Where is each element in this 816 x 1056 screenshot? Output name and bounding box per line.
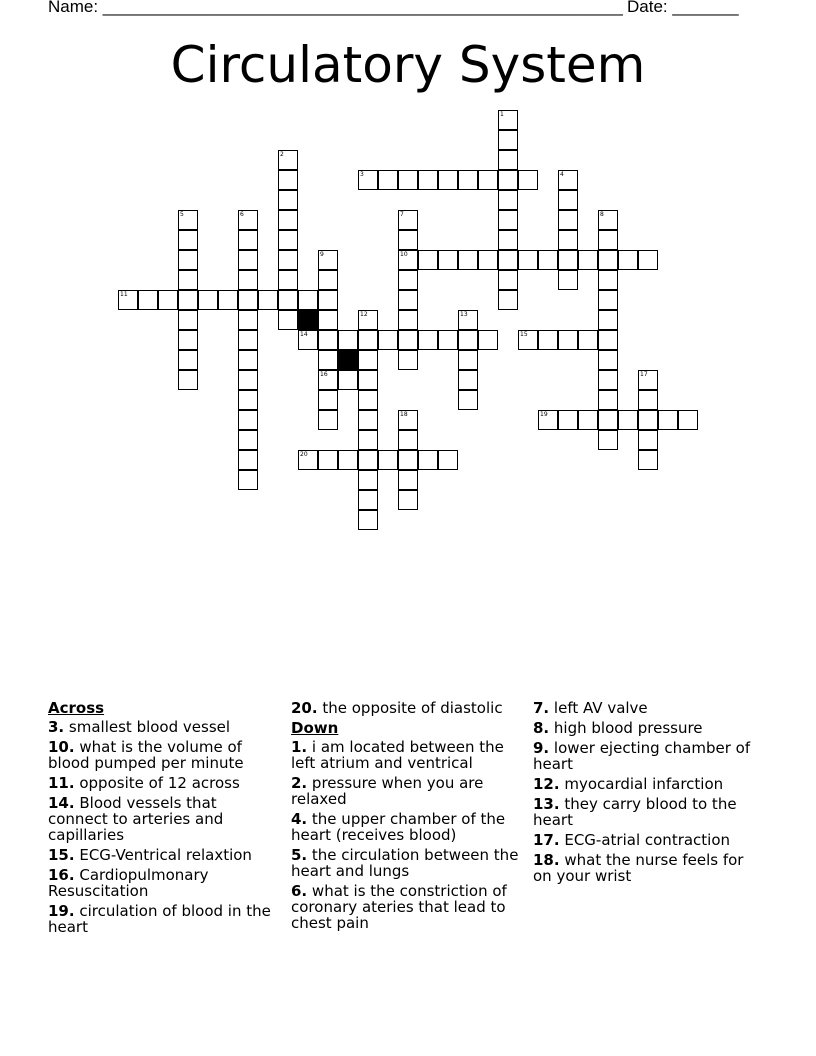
crossword-cell[interactable]	[358, 490, 378, 510]
crossword-cell[interactable]	[498, 210, 518, 230]
clue-down-1: 1. i am located between the left atrium and ventrical	[291, 738, 504, 772]
down-heading: Down	[291, 719, 339, 737]
crossword-cell[interactable]	[458, 330, 478, 350]
crossword-cell[interactable]	[238, 430, 258, 450]
crossword-cell[interactable]	[618, 250, 638, 270]
clue-number-17: 17	[640, 371, 648, 378]
crossword-cell[interactable]	[478, 250, 498, 270]
crossword-cell[interactable]	[558, 270, 578, 290]
clue-down-17: 17. ECG-atrial contraction	[533, 831, 731, 849]
crossword-cell[interactable]	[158, 290, 178, 310]
clue-across-10: 10. what is the volume of blood pumped per minute	[48, 738, 244, 772]
crossword-cell[interactable]	[638, 410, 658, 430]
clue-number-14: 14	[300, 331, 308, 338]
crossword-cell[interactable]	[438, 170, 458, 190]
crossword-cell[interactable]	[638, 450, 658, 470]
crossword-cell[interactable]	[398, 350, 418, 370]
crossword-cell[interactable]	[378, 330, 398, 350]
crossword-cell[interactable]	[238, 350, 258, 370]
crossword-cell[interactable]	[318, 290, 338, 310]
clue-number-3: 3	[360, 171, 364, 178]
crossword-cell[interactable]	[598, 370, 618, 390]
clue-down-2: 2. pressure when you are relaxed	[291, 774, 484, 808]
crossword-cell[interactable]	[578, 250, 598, 270]
crossword-cell[interactable]	[178, 370, 198, 390]
clue-down-7: 7. left AV valve	[533, 699, 648, 717]
crossword-cell[interactable]	[358, 410, 378, 430]
crossword-cell[interactable]	[278, 210, 298, 230]
clue-down-6: 6. what is the constriction of coronary ateries that lead to chest pain	[291, 882, 507, 932]
crossword-cell[interactable]	[498, 130, 518, 150]
clue-number-20: 20	[300, 451, 308, 458]
clue-down-8: 8. high blood pressure	[533, 719, 703, 737]
crossword-cell[interactable]	[458, 170, 478, 190]
crossword-cell[interactable]	[498, 290, 518, 310]
clue-number-7: 7	[400, 211, 404, 218]
crossword-cell[interactable]	[498, 230, 518, 250]
crossword-cell[interactable]	[318, 410, 338, 430]
clue-number-16: 16	[320, 371, 328, 378]
crossword-cell[interactable]	[138, 290, 158, 310]
clue-number-1: 1	[500, 111, 504, 118]
crossword-cell[interactable]	[358, 370, 378, 390]
crossword-cell[interactable]	[518, 170, 538, 190]
crossword-cell[interactable]	[338, 450, 358, 470]
crossword-cell[interactable]	[598, 410, 618, 430]
clue-number-19: 19	[540, 411, 548, 418]
crossword-cell[interactable]	[598, 330, 618, 350]
clue-across-20: 20. the opposite of diastolic	[291, 699, 503, 717]
crossword-cell[interactable]	[558, 210, 578, 230]
crossword-cell[interactable]	[238, 370, 258, 390]
crossword-cell[interactable]	[618, 410, 638, 430]
crossword-cell[interactable]	[378, 170, 398, 190]
clue-number-18: 18	[400, 411, 408, 418]
crossword-cell[interactable]	[538, 330, 558, 350]
clue-number-4: 4	[560, 171, 564, 178]
clue-number-11: 11	[120, 291, 128, 298]
clue-down-18: 18. what the nurse feels for on your wrist	[533, 851, 744, 885]
crossword-cell[interactable]	[278, 230, 298, 250]
crossword-cell[interactable]	[398, 330, 418, 350]
clue-down-9: 9. lower ejecting chamber of heart	[533, 739, 751, 773]
crossword-cell[interactable]	[318, 330, 338, 350]
clue-across-15: 15. ECG-Ventrical relaxtion	[48, 846, 252, 864]
crossword-cell[interactable]	[238, 390, 258, 410]
clues-column-2	[291, 700, 527, 935]
crossword-cell[interactable]	[598, 290, 618, 310]
crossword-cell[interactable]	[598, 390, 618, 410]
crossword-cell[interactable]	[398, 310, 418, 330]
crossword-cell[interactable]	[418, 250, 438, 270]
name-field[interactable]: Name: _______________________________________________________	[48, 0, 623, 16]
crossword-cell[interactable]	[438, 330, 458, 350]
crossword-cell[interactable]	[278, 270, 298, 290]
crossword-cell[interactable]	[298, 290, 318, 310]
crossword-cell[interactable]	[558, 250, 578, 270]
crossword-cell[interactable]	[418, 450, 438, 470]
crossword-cell[interactable]	[238, 270, 258, 290]
crossword-cell[interactable]	[458, 370, 478, 390]
crossword-cell[interactable]	[658, 410, 678, 430]
clue-across-11: 11. opposite of 12 across	[48, 774, 240, 792]
clue-across-14: 14. Blood vessels that connect to arteries and capillaries	[48, 794, 224, 844]
crossword-cell[interactable]	[458, 390, 478, 410]
crossword-cell[interactable]	[278, 190, 298, 210]
crossword-cell[interactable]	[318, 310, 338, 330]
crossword-cell[interactable]	[558, 190, 578, 210]
clue-down-5: 5. the circulation between the heart and lungs	[291, 846, 519, 880]
crossword-cell[interactable]	[358, 350, 378, 370]
clue-across-16: 16. Cardiopulmonary Resuscitation	[48, 866, 209, 900]
date-field[interactable]: Date: _______	[627, 0, 739, 16]
crossword-cell[interactable]	[398, 470, 418, 490]
clue-number-12: 12	[360, 311, 368, 318]
crossword-cell[interactable]	[478, 330, 498, 350]
crossword-cell[interactable]	[578, 410, 598, 430]
crossword-cell[interactable]	[438, 250, 458, 270]
crossword-cell[interactable]	[598, 270, 618, 290]
clue-number-6: 6	[240, 211, 244, 218]
crossword-cell[interactable]	[358, 510, 378, 530]
clue-number-5: 5	[180, 211, 184, 218]
crossword-cell[interactable]	[258, 290, 278, 310]
crossword-cell[interactable]	[498, 170, 518, 190]
crossword-cell[interactable]	[678, 410, 698, 430]
crossword-cell[interactable]	[418, 170, 438, 190]
crossword-cell[interactable]	[498, 150, 518, 170]
crossword-cell[interactable]	[318, 350, 338, 370]
crossword-cell[interactable]	[238, 290, 258, 310]
crossword-cell[interactable]	[398, 270, 418, 290]
crossword-cell[interactable]	[398, 490, 418, 510]
crossword-cell[interactable]	[538, 250, 558, 270]
crossword-cell[interactable]	[278, 290, 298, 310]
crossword-cell[interactable]	[178, 230, 198, 250]
crossword-cell[interactable]	[358, 330, 378, 350]
crossword-cell[interactable]	[518, 250, 538, 270]
clue-number-8: 8	[600, 211, 604, 218]
crossword-cell[interactable]	[398, 230, 418, 250]
crossword-cell[interactable]	[338, 330, 358, 350]
crossword-cell[interactable]	[638, 430, 658, 450]
crossword-cell[interactable]	[358, 430, 378, 450]
crossword-cell[interactable]	[358, 470, 378, 490]
crossword-cell[interactable]	[558, 330, 578, 350]
crossword-cell[interactable]	[178, 310, 198, 330]
crossword-cell[interactable]	[638, 390, 658, 410]
black-cell	[298, 310, 318, 330]
crossword-cell[interactable]	[598, 250, 618, 270]
crossword-cell[interactable]	[478, 170, 498, 190]
crossword-cell[interactable]	[498, 250, 518, 270]
crossword-cell[interactable]	[338, 370, 358, 390]
crossword-cell[interactable]	[598, 430, 618, 450]
crossword-cell[interactable]	[238, 470, 258, 490]
clue-down-13: 13. they carry blood to the heart	[533, 795, 737, 829]
crossword-cell[interactable]	[238, 330, 258, 350]
crossword-cell[interactable]	[398, 450, 418, 470]
crossword-cell[interactable]	[238, 310, 258, 330]
crossword-cell[interactable]	[238, 410, 258, 430]
clues-column-3	[533, 700, 765, 888]
black-cell	[338, 350, 358, 370]
crossword-cell[interactable]	[178, 290, 198, 310]
clues-column-1	[48, 700, 280, 939]
crossword-cell[interactable]	[318, 390, 338, 410]
clue-number-10: 10	[400, 251, 408, 258]
crossword-cell[interactable]	[558, 410, 578, 430]
crossword-cell[interactable]	[378, 450, 398, 470]
crossword-cell[interactable]	[598, 350, 618, 370]
clue-number-13: 13	[460, 311, 468, 318]
crossword-cell[interactable]	[238, 250, 258, 270]
crossword-cell[interactable]	[498, 190, 518, 210]
crossword-cell[interactable]	[558, 230, 578, 250]
page-title: Circulatory System	[170, 36, 646, 94]
crossword-cell[interactable]	[318, 450, 338, 470]
crossword-cell[interactable]	[238, 450, 258, 470]
crossword-cell[interactable]	[278, 170, 298, 190]
clue-number-15: 15	[520, 331, 528, 338]
crossword-cell[interactable]	[178, 270, 198, 290]
crossword-cell[interactable]	[438, 450, 458, 470]
crossword-cell[interactable]	[178, 330, 198, 350]
crossword-cell[interactable]	[498, 270, 518, 290]
crossword-cell[interactable]	[598, 230, 618, 250]
clue-across-3: 3. smallest blood vessel	[48, 718, 231, 736]
crossword-cell[interactable]	[398, 430, 418, 450]
crossword-cell[interactable]	[178, 250, 198, 270]
crossword-cell[interactable]	[278, 310, 298, 330]
crossword-cell[interactable]	[178, 350, 198, 370]
crossword-cell[interactable]	[238, 230, 258, 250]
crossword-cell[interactable]	[638, 250, 658, 270]
crossword-cell[interactable]	[578, 330, 598, 350]
crossword-cell[interactable]	[198, 290, 218, 310]
crossword-cell[interactable]	[398, 170, 418, 190]
crossword-cell[interactable]	[358, 390, 378, 410]
clue-number-9: 9	[320, 251, 324, 258]
crossword-cell[interactable]	[278, 250, 298, 270]
crossword-cell[interactable]	[598, 310, 618, 330]
crossword-cell[interactable]	[398, 290, 418, 310]
crossword-cell[interactable]	[458, 350, 478, 370]
crossword-cell[interactable]	[218, 290, 238, 310]
across-heading: Across	[48, 699, 105, 717]
clue-down-4: 4. the upper chamber of the heart (receives blood)	[291, 810, 506, 844]
clue-down-12: 12. myocardial infarction	[533, 775, 724, 793]
clue-across-19: 19. circulation of blood in the heart	[48, 902, 271, 936]
crossword-cell[interactable]	[318, 270, 338, 290]
clue-number-2: 2	[280, 151, 284, 158]
crossword-cell[interactable]	[418, 330, 438, 350]
crossword-cell[interactable]	[458, 250, 478, 270]
crossword-cell[interactable]	[358, 450, 378, 470]
